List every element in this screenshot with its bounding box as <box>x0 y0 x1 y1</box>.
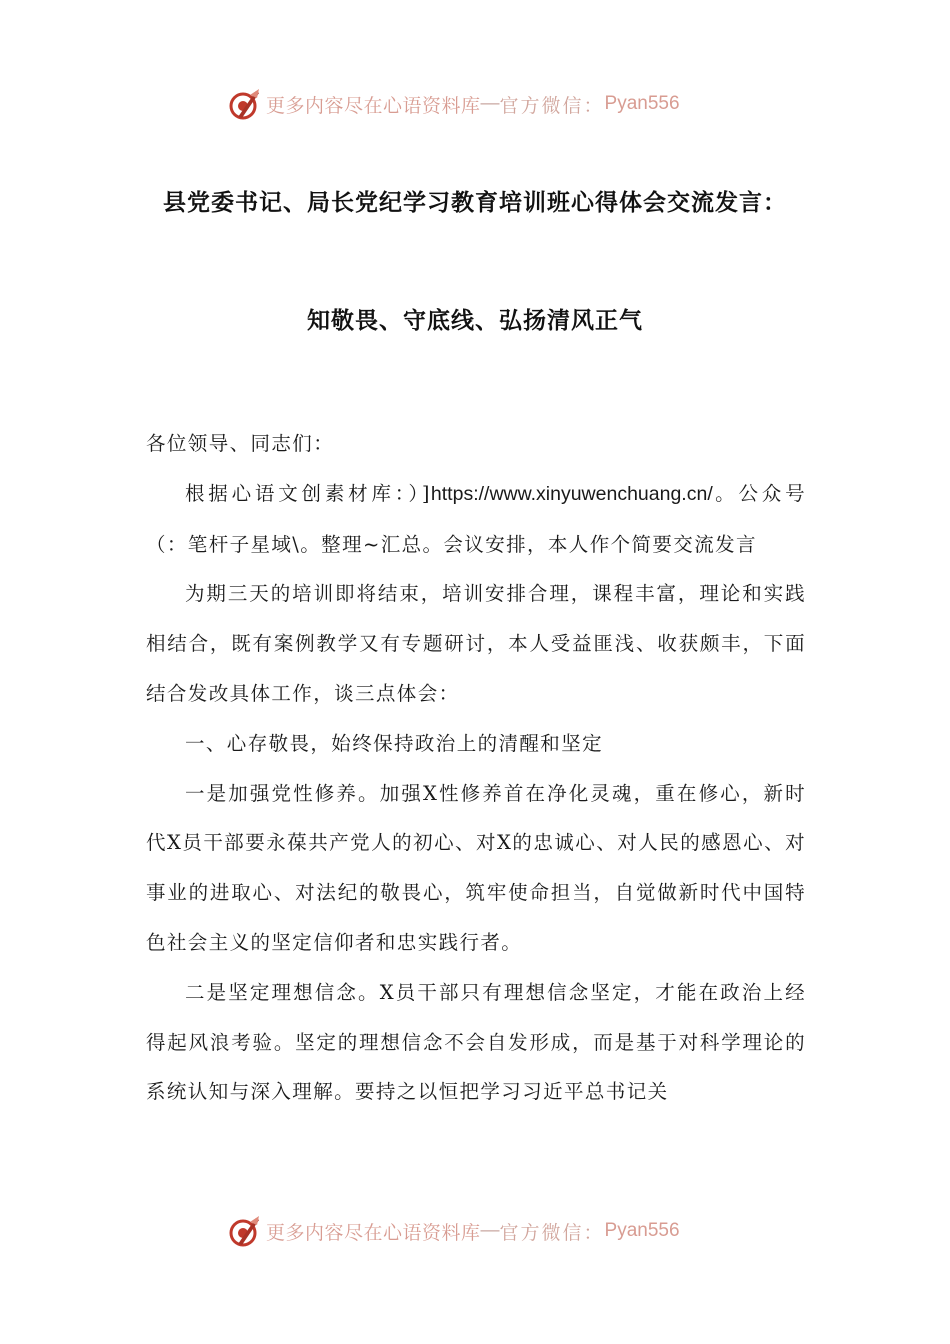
watermark-main-text: 更多内容尽在心语资料库 <box>266 94 481 117</box>
watermark-wechat-id: Pyan556 <box>604 1220 680 1241</box>
quill-logo-icon <box>228 87 262 121</box>
watermark-dash: — <box>480 93 500 114</box>
header-watermark <box>228 84 788 124</box>
watermark-wechat-id: Pyan556 <box>604 93 680 114</box>
paragraph-ideals-belief: 二是坚定理想信念。X员干部只有理想信念坚定，才能在政治上经得起风浪考验。坚定的理想信念不会自发形成，而是基于对科学理论的系统认知与深入理解。要持之以恒把学习习近平总书记关 <box>146 980 806 1104</box>
source-url-link[interactable]: https://www.xinyuwenchuang.cn/ <box>430 482 713 505</box>
document-body <box>146 419 806 1117</box>
watermark-dash: — <box>480 1220 500 1241</box>
quill-logo-icon <box>228 1214 262 1248</box>
watermark-main-text: 更多内容尽在心语资料库 <box>266 1221 481 1244</box>
watermark-wechat-label: 官方微信： <box>499 94 605 117</box>
document-title: 县党委书记、局长党纪学习教育培训班心得体会交流发言： <box>163 190 787 216</box>
paragraph-party-cultivation: 一是加强党性修养。加强X性修养首在净化灵魂，重在修心，新时代X员干部要永葆共产党人的初心、对X的忠诚心、对人民的感恩心、对事业的进取心、对法纪的敬畏心，筑牢使命担当，自觉做新时代中国特色社会主义的坚定信仰者和忠实践行者。 <box>146 781 806 954</box>
footer-watermark <box>228 1211 788 1251</box>
salutation: 各位领导、同志们： <box>146 432 335 455</box>
watermark-wechat-label: 官方微信： <box>499 1221 605 1244</box>
section-heading-1: 一、心存敬畏，始终保持政治上的清醒和坚定 <box>185 731 604 755</box>
intro-prefix: 根据心语文创素材库：）] <box>185 481 431 505</box>
paragraph-training: 为期三天的培训即将结束，培训安排合理，课程丰富，理论和实践相结合，既有案例教学又有专题研讨，本人受益匪浅、收获颇丰，下面结合发改具体工作，谈三点体会： <box>146 582 806 705</box>
document-subtitle: 知敬畏、守底线、弘扬清风正气 <box>307 308 643 334</box>
intro-suffix: 。公众号（：笔杆子星域\。整理~汇总。会议安排，本人作个简要交流发言 <box>146 481 806 556</box>
paragraph-intro <box>146 469 806 570</box>
